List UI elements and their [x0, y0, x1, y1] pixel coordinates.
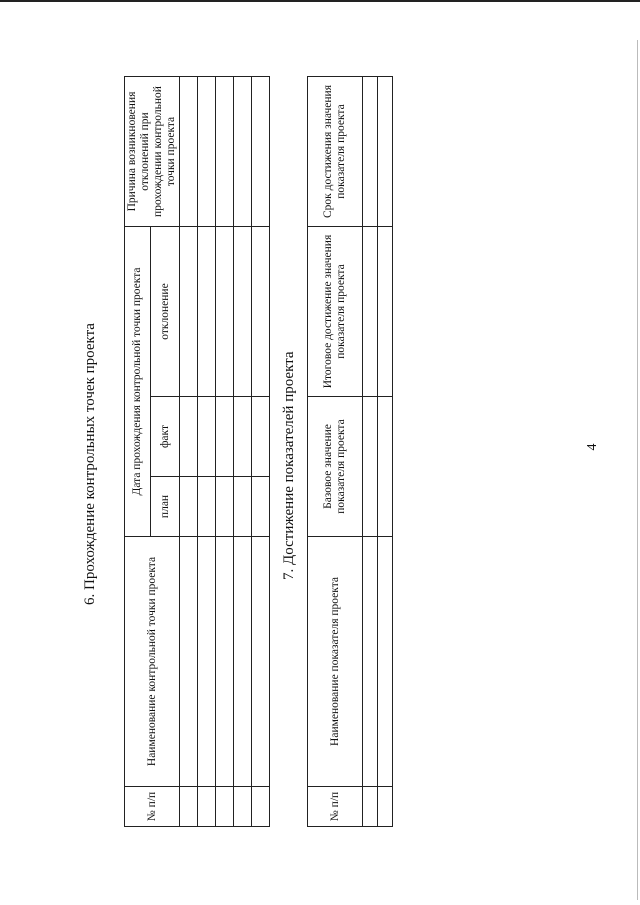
- table-cell: [234, 787, 252, 827]
- section-6-title: 6. Прохождение контрольных точек проекта: [82, 323, 98, 605]
- table-row: [216, 77, 234, 827]
- table-cell: [234, 77, 252, 227]
- table-row: [363, 77, 378, 827]
- table-cell: [234, 537, 252, 787]
- table-cell: [198, 77, 216, 227]
- table-cell: [234, 397, 252, 477]
- table-cell: [216, 397, 234, 477]
- header-checkpoint-name: Наименование контрольной точки проекта: [125, 537, 180, 787]
- table-cell: [363, 227, 378, 397]
- header-fact: факт: [151, 397, 180, 477]
- table-cell: [378, 227, 393, 397]
- indicators-table: [307, 76, 393, 827]
- table-cell: [180, 787, 198, 827]
- table-cell: [180, 397, 198, 477]
- header-term: Срок достижения значения показателя проекта: [308, 77, 363, 227]
- table-cell: [234, 227, 252, 397]
- table-cell: [378, 397, 393, 537]
- table-row: [180, 77, 198, 827]
- header-plan: план: [151, 477, 180, 537]
- table-cell: [198, 787, 216, 827]
- header-num: № п/п: [308, 787, 363, 827]
- table-cell: [378, 537, 393, 787]
- header-deviation: отклонение: [151, 227, 180, 397]
- table-row: [378, 77, 393, 827]
- header-dates: Дата прохождения контрольной точки проекта: [125, 227, 151, 537]
- table-cell: [234, 477, 252, 537]
- header-num: № п/п: [125, 787, 180, 827]
- table-cell: [378, 77, 393, 227]
- table-cell: [216, 787, 234, 827]
- table-cell: [216, 477, 234, 537]
- table-row: [252, 77, 270, 827]
- table-cell: [198, 477, 216, 537]
- table-cell: [363, 77, 378, 227]
- table-row: [198, 77, 216, 827]
- table-cell: [252, 537, 270, 787]
- table-row: [234, 77, 252, 827]
- table-cell: [216, 227, 234, 397]
- table-cell: [180, 227, 198, 397]
- table-cell: [252, 477, 270, 537]
- control-points-table: [124, 76, 270, 827]
- table-cell: [198, 227, 216, 397]
- header-reason: Причина возникновения отклонений при прохождении контрольной точки проекта: [125, 77, 180, 227]
- header-final-value: Итоговое достижение значения показателя проекта: [308, 227, 363, 397]
- table-header-row: [125, 77, 151, 827]
- table-header-row: [308, 77, 363, 827]
- table-cell: [216, 537, 234, 787]
- table-cell: [378, 787, 393, 827]
- table-cell: [252, 227, 270, 397]
- table-cell: [363, 397, 378, 537]
- table-cell: [180, 77, 198, 227]
- table-cell: [363, 537, 378, 787]
- table-cell: [180, 537, 198, 787]
- header-base-value: Базовое значение показателя проекта: [308, 397, 363, 537]
- table-cell: [363, 787, 378, 827]
- table-cell: [198, 537, 216, 787]
- header-indicator-name: Наименование показателя проекта: [308, 537, 363, 787]
- table-cell: [198, 397, 216, 477]
- page-number: 4: [585, 443, 600, 451]
- table-cell: [252, 397, 270, 477]
- section-7-title: 7. Достижение показателей проекта: [281, 351, 297, 580]
- table-cell: [252, 77, 270, 227]
- table-cell: [180, 477, 198, 537]
- table-cell: [252, 787, 270, 827]
- table-cell: [216, 77, 234, 227]
